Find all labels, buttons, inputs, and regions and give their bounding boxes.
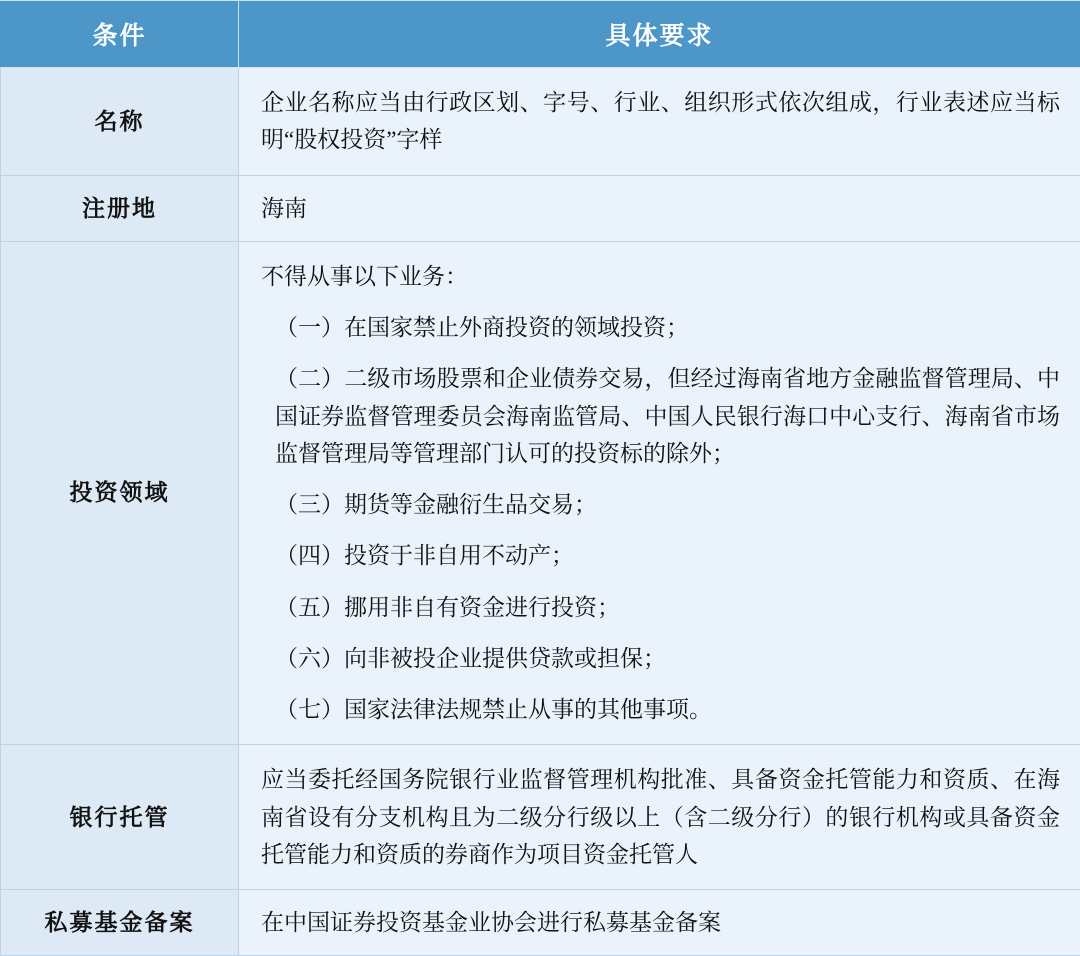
row-condition-investment-scope: 投资领域 [1,241,239,745]
table-row [1,890,1080,956]
requirement-list-item: （一）在国家禁止外商投资的领域投资； [261,309,1060,346]
column-header-requirement: 具体要求 [239,1,1080,68]
row-requirement-investment-scope [239,241,1080,745]
table-header-row [1,1,1080,68]
requirement-text: 海南 [261,190,1060,227]
table-row [1,241,1080,745]
requirement-text: 在中国证券投资基金业协会进行私募基金备案 [261,904,1060,941]
table-body [1,68,1080,956]
requirement-list-item: （四）投资于非自用不动产； [261,537,1060,574]
row-condition-registration-place: 注册地 [1,175,239,241]
row-condition-bank-custody: 银行托管 [1,745,239,890]
table-row [1,175,1080,241]
row-requirement-bank-custody [239,745,1080,890]
row-requirement-registration-place [239,175,1080,241]
row-requirement-fund-filing [239,890,1080,956]
requirement-list-item: （六）向非被投企业提供贷款或担保； [261,640,1060,677]
table-row [1,68,1080,176]
table-row [1,745,1080,890]
requirement-list-item: （二）二级市场股票和企业债券交易，但经过海南省地方金融监督管理局、中国证券监督管理委员会海南监管局、中国人民银行海口中心支行、海南省市场监督管理局等管理部门认可的投资标的除外； [261,360,1060,472]
requirement-text: 企业名称应当由行政区划、字号、行业、组织形式依次组成，行业表述应当标明“股权投资”字样 [261,84,1060,159]
requirement-text: 应当委托经国务院银行业监督管理机构批准、具备资金托管能力和资质、在海南省设有分支机构且为二级分行级以上（含二级分行）的银行机构或具备资金托管能力和资质的券商作为项目资金托管人 [261,761,1060,873]
row-condition-fund-filing: 私募基金备案 [1,890,239,956]
table-header [1,1,1080,68]
requirement-list-item: （五）挪用非自有资金进行投资； [261,589,1060,626]
requirement-list-item: （七）国家法律法规禁止从事的其他事项。 [261,691,1060,728]
row-requirement-name [239,68,1080,176]
requirement-lead-text: 不得从事以下业务： [261,258,1060,295]
requirement-list-item: （三）期货等金融衍生品交易； [261,486,1060,523]
row-condition-name: 名称 [1,68,239,176]
column-header-condition: 条件 [1,1,239,68]
